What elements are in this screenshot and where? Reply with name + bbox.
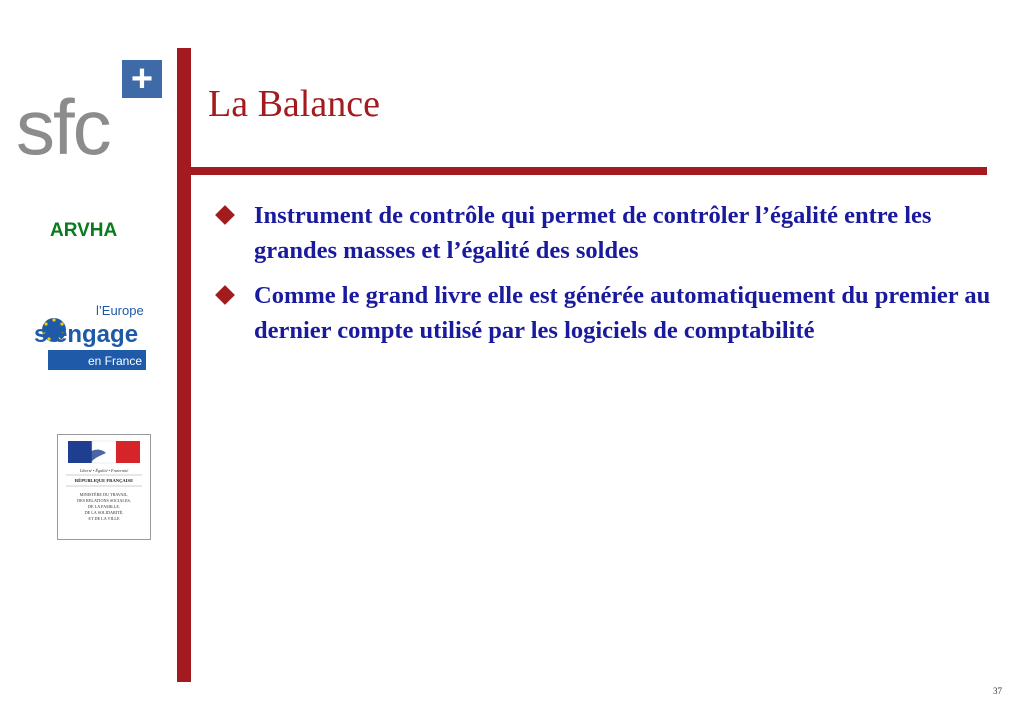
sfc-logo-plus: + (130, 58, 154, 100)
europe-engage-logo (30, 300, 148, 372)
vertical-accent-bar (177, 48, 191, 682)
sfc-logo (12, 58, 172, 162)
slide-title: La Balance (208, 83, 380, 125)
government-motto: Liberté • Égalité • Fraternité (79, 468, 129, 473)
bullet-list (212, 198, 1002, 358)
bullet-item (212, 198, 1002, 268)
ministry-line: DES RELATIONS SOCIALES, (77, 498, 131, 503)
europe-logo-line2: s’engage (34, 321, 139, 348)
government-republic: RÉPUBLIQUE FRANÇAISE (74, 478, 134, 483)
diamond-bullet-icon (215, 285, 235, 305)
bullet-item (212, 278, 1002, 348)
title-underline-bar (191, 167, 987, 175)
bullet-text: Instrument de contrôle qui permet de contrôler l’égalité entre les grandes masses et l’égalité des soldes (254, 202, 932, 264)
europe-logo-line3: en France (87, 354, 142, 368)
ministry-line: ET DE LA VILLE (88, 516, 120, 521)
bullet-text: Comme le grand livre elle est générée automatiquement du premier au dernier compte utilisé par les logiciels de comptabilité (254, 282, 991, 344)
ministry-line: DE LA FAMILLE, (88, 504, 120, 509)
sfc-logo-text: sfc (16, 83, 110, 162)
ministry-line: MINISTÈRE DU TRAVAIL, (79, 492, 129, 497)
marianne-government-logo (57, 434, 151, 540)
page-number: 37 (993, 686, 1002, 696)
diamond-bullet-icon (215, 205, 235, 225)
org-name: ARVHA (50, 220, 118, 241)
ministry-line: DE LA SOLIDARITÉ, (84, 510, 124, 515)
europe-logo-line1: l’Europe (96, 303, 144, 318)
